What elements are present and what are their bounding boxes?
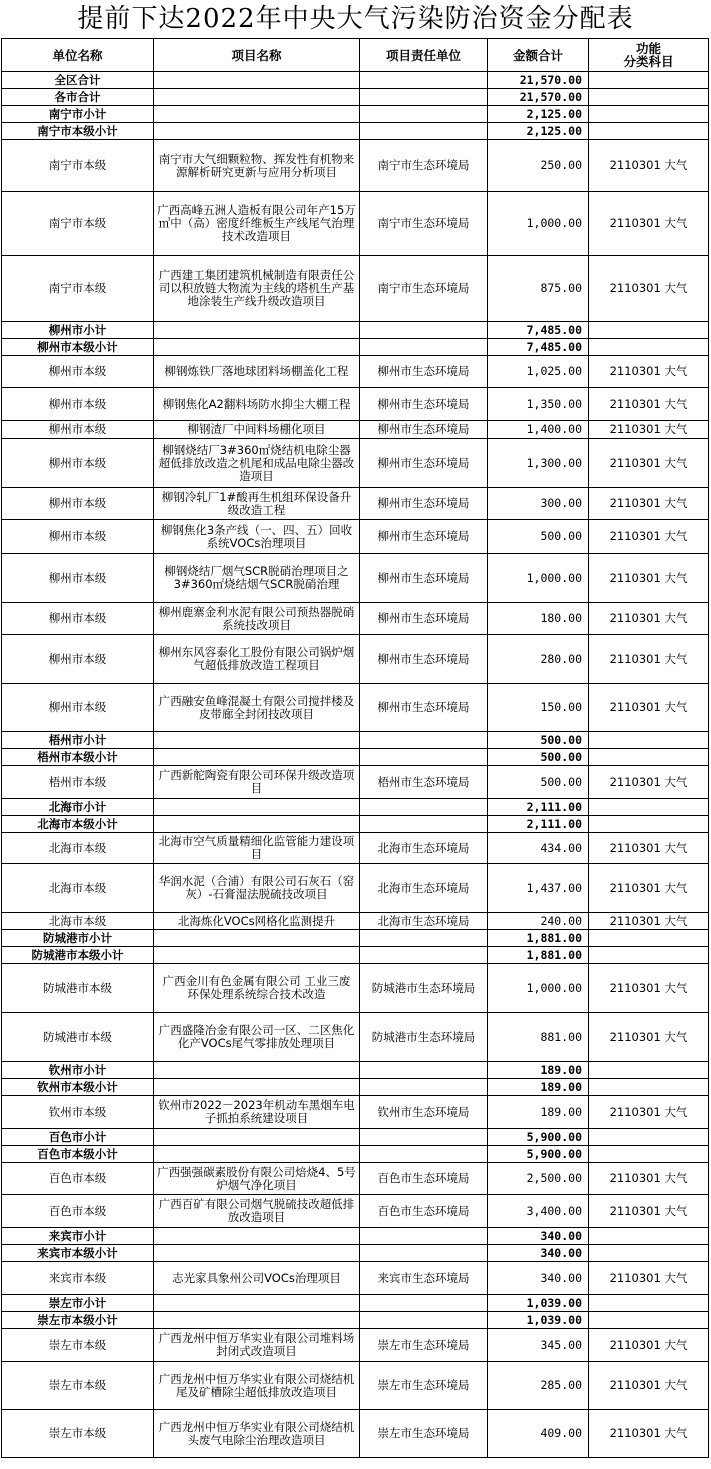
unit-cell: 梧州市本级 [2,766,154,799]
project-cell: 柳钢冷轧厂1#酸再生机组环保设备升级改造工程 [154,488,360,520]
unit-cell: 崇左市本级 [2,1410,154,1458]
table-row [2,766,709,799]
table-row [2,1195,709,1228]
classification-cell: 2110301 大气 [589,766,709,799]
classification-cell [589,72,709,89]
subtotal-row [2,123,709,140]
project-cell [154,947,360,964]
classification-cell [589,89,709,106]
unit-cell: 百色市本级小计 [2,1146,154,1163]
amount-cell: 1,437.00 [488,864,589,913]
project-cell: 广西强强碳素股份有限公司焙烧4、5号炉烟气净化项目 [154,1163,360,1195]
project-cell [154,1312,360,1329]
project-cell: 华润水泥（合浦）有限公司石灰石（窑灰）-石膏湿法脱硫技改项目 [154,864,360,913]
project-cell: 柳钢渣厂中间料场棚化项目 [154,421,360,439]
table-row [2,1262,709,1295]
project-cell [154,1245,360,1262]
amount-cell: 434.00 [488,833,589,864]
project-cell [154,322,360,339]
amount-cell: 340.00 [488,1262,589,1295]
unit-cell: 来宾市本级 [2,1262,154,1295]
allocation-table [1,38,709,1458]
unit-cell: 北海市本级小计 [2,816,154,833]
classification-cell [589,1295,709,1312]
unit-cell: 钦州市小计 [2,1062,154,1079]
classification-cell [589,799,709,816]
project-cell: 广西龙州中恒万华实业有限公司堆料场封闭式改造项目 [154,1329,360,1362]
classification-cell: 2110301 大气 [589,1410,709,1458]
amount-cell: 340.00 [488,1228,589,1245]
unit-cell: 崇左市本级小计 [2,1312,154,1329]
table-row [2,964,709,1013]
subtotal-row [2,930,709,947]
amount-cell: 7,485.00 [488,322,589,339]
responsible-cell [360,1312,488,1329]
table-row [2,439,709,488]
project-cell: 柳钢焦化3条产线（一、四、五）回收系统VOCs治理项目 [154,520,360,554]
subtotal-row [2,1146,709,1163]
classification-cell: 2110301 大气 [589,603,709,635]
project-cell: 北海市空气质量精细化监管能力建设项目 [154,833,360,864]
responsible-cell: 柳州市生态环境局 [360,603,488,635]
responsible-cell: 崇左市生态环境局 [360,1362,488,1410]
responsible-cell: 柳州市生态环境局 [360,520,488,554]
unit-cell: 柳州市本级 [2,439,154,488]
unit-cell: 南宁市本级小计 [2,123,154,140]
subtotal-row [2,799,709,816]
subtotal-row [2,1129,709,1146]
amount-cell: 2,125.00 [488,123,589,140]
amount-cell: 500.00 [488,732,589,749]
table-row [2,833,709,864]
amount-cell: 500.00 [488,520,589,554]
responsible-cell [360,1079,488,1096]
subtotal-row [2,1312,709,1329]
classification-cell: 2110301 大气 [589,421,709,439]
project-cell [154,799,360,816]
responsible-cell: 崇左市生态环境局 [360,1329,488,1362]
unit-cell: 百色市本级 [2,1163,154,1195]
unit-cell: 各市合计 [2,89,154,106]
amount-cell: 1,350.00 [488,388,589,421]
table-row [2,554,709,603]
classification-cell [589,1062,709,1079]
project-cell [154,72,360,89]
responsible-cell: 柳州市生态环境局 [360,439,488,488]
project-cell: 柳钢炼铁厂落地球团料场棚盖化工程 [154,356,360,388]
project-cell [154,1295,360,1312]
amount-cell: 1,039.00 [488,1312,589,1329]
classification-cell: 2110301 大气 [589,964,709,1013]
unit-cell: 防城港市本级小计 [2,947,154,964]
unit-cell: 北海市小计 [2,799,154,816]
responsible-cell: 防城港市生态环境局 [360,964,488,1013]
table-row [2,356,709,388]
responsible-cell: 钦州市生态环境局 [360,1096,488,1129]
header-amount: 金额合计 [488,39,589,72]
classification-cell: 2110301 大气 [589,439,709,488]
project-cell: 志光家具象州公司VOCs治理项目 [154,1262,360,1295]
responsible-cell: 南宁市生态环境局 [360,140,488,192]
responsible-cell: 柳州市生态环境局 [360,635,488,684]
project-cell: 柳州东风容泰化工股份有限公司锅炉烟气超低排放改造工程项目 [154,635,360,684]
responsible-cell [360,1062,488,1079]
subtotal-row [2,1295,709,1312]
subtotal-row [2,339,709,356]
unit-cell: 南宁市本级 [2,256,154,322]
responsible-cell [360,1295,488,1312]
project-cell [154,1129,360,1146]
header-classification [589,39,709,72]
amount-cell: 1,000.00 [488,192,589,256]
subtotal-row [2,1228,709,1245]
responsible-cell: 南宁市生态环境局 [360,192,488,256]
project-cell [154,123,360,140]
responsible-cell [360,947,488,964]
project-cell: 广西金川有色金属有限公司 工业三废环保处理系统综合技术改造 [154,964,360,1013]
table-row [2,192,709,256]
table-body [2,72,709,1458]
responsible-cell [360,930,488,947]
classification-cell: 2110301 大气 [589,1362,709,1410]
header-unit: 单位名称 [2,39,154,72]
table-row [2,603,709,635]
table-row [2,256,709,322]
subtotal-row [2,72,709,89]
subtotal-row [2,749,709,766]
amount-cell: 2,125.00 [488,106,589,123]
amount-cell: 1,039.00 [488,1295,589,1312]
classification-cell [589,1146,709,1163]
amount-cell: 150.00 [488,684,589,732]
project-cell [154,339,360,356]
classification-cell: 2110301 大气 [589,192,709,256]
project-cell: 柳钢烧结厂烟气SCR脱硝治理项目之3#360㎡烧结烟气SCR脱硝治理 [154,554,360,603]
project-cell: 广西龙州中恒万华实业有限公司烧结机头废气电除尘治理改造项目 [154,1410,360,1458]
amount-cell: 500.00 [488,766,589,799]
project-cell: 柳钢烧结厂3#360㎡烧结机电除尘器超低排放改造之机尾和成品电除尘器改造项目 [154,439,360,488]
header-classification-line2: 分类科目 [623,54,674,69]
unit-cell: 柳州市本级 [2,684,154,732]
amount-cell: 1,025.00 [488,356,589,388]
project-cell [154,1062,360,1079]
responsible-cell [360,816,488,833]
unit-cell: 百色市小计 [2,1129,154,1146]
unit-cell: 崇左市小计 [2,1295,154,1312]
responsible-cell: 北海市生态环境局 [360,913,488,930]
unit-cell: 柳州市本级小计 [2,339,154,356]
classification-cell: 2110301 大气 [589,1262,709,1295]
unit-cell: 梧州市本级小计 [2,749,154,766]
responsible-cell [360,799,488,816]
project-cell [154,749,360,766]
classification-cell [589,106,709,123]
subtotal-row [2,732,709,749]
unit-cell: 柳州市本级 [2,520,154,554]
unit-cell: 北海市本级 [2,833,154,864]
amount-cell: 5,900.00 [488,1146,589,1163]
amount-cell: 1,881.00 [488,930,589,947]
project-cell: 钦州市2022－2023年机动车黑烟车电子抓拍系统建设项目 [154,1096,360,1129]
project-cell: 广西百矿有限公司烟气脱硫技改超低排放改造项目 [154,1195,360,1228]
classification-cell: 2110301 大气 [589,1163,709,1195]
table-row [2,520,709,554]
table-row [2,635,709,684]
amount-cell: 1,400.00 [488,421,589,439]
project-cell [154,732,360,749]
responsible-cell: 梧州市生态环境局 [360,766,488,799]
classification-cell [589,339,709,356]
unit-cell: 崇左市本级 [2,1329,154,1362]
unit-cell: 北海市本级 [2,913,154,930]
amount-cell: 7,485.00 [488,339,589,356]
classification-cell: 2110301 大气 [589,1195,709,1228]
classification-cell [589,749,709,766]
responsible-cell: 崇左市生态环境局 [360,1410,488,1458]
page-title: 提前下达2022年中央大气污染防治资金分配表 [77,4,634,34]
unit-cell: 防城港市小计 [2,930,154,947]
classification-cell [589,1079,709,1096]
table-row [2,1163,709,1195]
responsible-cell [360,749,488,766]
table-row [2,1096,709,1129]
classification-cell [589,322,709,339]
classification-cell [589,930,709,947]
classification-cell: 2110301 大气 [589,1329,709,1362]
project-cell: 柳钢焦化A2翻料场防水抑尘大棚工程 [154,388,360,421]
unit-cell: 钦州市本级 [2,1096,154,1129]
unit-cell: 防城港市本级 [2,1013,154,1062]
unit-cell: 全区合计 [2,72,154,89]
amount-cell: 285.00 [488,1362,589,1410]
table-header-row [2,39,709,72]
project-cell [154,1079,360,1096]
responsible-cell: 百色市生态环境局 [360,1195,488,1228]
responsible-cell: 防城港市生态环境局 [360,1013,488,1062]
project-cell [154,930,360,947]
project-cell: 柳州鹿寨金利水泥有限公司预热器脱硝系统技改项目 [154,603,360,635]
amount-cell: 189.00 [488,1079,589,1096]
subtotal-row [2,816,709,833]
responsible-cell: 柳州市生态环境局 [360,554,488,603]
project-cell [154,89,360,106]
amount-cell: 1,000.00 [488,554,589,603]
table-row [2,140,709,192]
responsible-cell [360,1245,488,1262]
project-cell: 南宁市大气细颗粒物、挥发性有机物来源解析研究更新与应用分析项目 [154,140,360,192]
unit-cell: 南宁市本级 [2,140,154,192]
project-cell: 北海炼化VOCs网格化监测提升 [154,913,360,930]
classification-cell [589,1228,709,1245]
classification-cell [589,1312,709,1329]
responsible-cell [360,72,488,89]
header-project: 项目名称 [154,39,360,72]
amount-cell: 500.00 [488,749,589,766]
classification-cell: 2110301 大气 [589,864,709,913]
classification-cell: 2110301 大气 [589,1096,709,1129]
classification-cell [589,732,709,749]
responsible-cell: 柳州市生态环境局 [360,356,488,388]
amount-cell: 2,111.00 [488,799,589,816]
unit-cell: 柳州市本级 [2,554,154,603]
classification-cell: 2110301 大气 [589,1013,709,1062]
unit-cell: 梧州市小计 [2,732,154,749]
amount-cell: 340.00 [488,1245,589,1262]
project-cell: 广西融安鱼峰混凝土有限公司搅拌楼及皮带廊全封闭技改项目 [154,684,360,732]
project-cell: 广西盛隆冶金有限公司一区、二区焦化化产VOCs尾气零排放处理项目 [154,1013,360,1062]
responsible-cell: 柳州市生态环境局 [360,388,488,421]
amount-cell: 189.00 [488,1096,589,1129]
unit-cell: 北海市本级 [2,864,154,913]
amount-cell: 240.00 [488,913,589,930]
classification-cell: 2110301 大气 [589,684,709,732]
project-cell [154,1146,360,1163]
unit-cell: 南宁市本级 [2,192,154,256]
unit-cell: 柳州市本级 [2,635,154,684]
amount-cell: 345.00 [488,1329,589,1362]
table-row [2,1329,709,1362]
classification-cell [589,947,709,964]
responsible-cell [360,322,488,339]
table-row [2,421,709,439]
project-cell: 广西龙州中恒万华实业有限公司烧结机尾及矿槽除尘超低排放改造项目 [154,1362,360,1410]
subtotal-row [2,1245,709,1262]
unit-cell: 柳州市本级 [2,421,154,439]
table-row [2,913,709,930]
unit-cell: 百色市本级 [2,1195,154,1228]
project-cell [154,106,360,123]
table-row [2,1410,709,1458]
responsible-cell: 柳州市生态环境局 [360,421,488,439]
responsible-cell [360,123,488,140]
subtotal-row [2,89,709,106]
subtotal-row [2,1062,709,1079]
amount-cell: 2,111.00 [488,816,589,833]
table-row [2,1013,709,1062]
responsible-cell: 来宾市生态环境局 [360,1262,488,1295]
unit-cell: 南宁市小计 [2,106,154,123]
responsible-cell [360,1228,488,1245]
classification-cell [589,816,709,833]
classification-cell: 2110301 大气 [589,520,709,554]
unit-cell: 柳州市本级 [2,488,154,520]
project-cell [154,816,360,833]
responsible-cell [360,1146,488,1163]
unit-cell: 防城港市本级 [2,964,154,1013]
unit-cell: 来宾市小计 [2,1228,154,1245]
amount-cell: 250.00 [488,140,589,192]
responsible-cell: 百色市生态环境局 [360,1163,488,1195]
project-cell: 广西建工集团建筑机械制造有限责任公司以积放链大物流为主线的塔机生产基地涂装生产线升级改造项目 [154,256,360,322]
table-row [2,1362,709,1410]
classification-cell [589,123,709,140]
subtotal-row [2,322,709,339]
amount-cell: 180.00 [488,603,589,635]
project-cell: 广西新舵陶瓷有限公司环保升级改造项目 [154,766,360,799]
table-row [2,684,709,732]
responsible-cell [360,732,488,749]
amount-cell: 1,000.00 [488,964,589,1013]
responsible-cell [360,89,488,106]
classification-cell: 2110301 大气 [589,833,709,864]
subtotal-row [2,1079,709,1096]
project-cell: 广西高峰五洲人造板有限公司年产15万㎥中（高）密度纤维板生产线尾气治理技术改造项目 [154,192,360,256]
amount-cell: 5,900.00 [488,1129,589,1146]
classification-cell: 2110301 大气 [589,388,709,421]
project-cell [154,1228,360,1245]
amount-cell: 189.00 [488,1062,589,1079]
classification-cell: 2110301 大气 [589,554,709,603]
amount-cell: 1,881.00 [488,947,589,964]
responsible-cell [360,1129,488,1146]
subtotal-row [2,106,709,123]
classification-cell: 2110301 大气 [589,256,709,322]
amount-cell: 875.00 [488,256,589,322]
responsible-cell: 南宁市生态环境局 [360,256,488,322]
classification-cell [589,1245,709,1262]
header-classification-line1: 功能 [635,41,661,56]
unit-cell: 钦州市本级小计 [2,1079,154,1096]
responsible-cell: 北海市生态环境局 [360,864,488,913]
table-row [2,488,709,520]
unit-cell: 来宾市本级小计 [2,1245,154,1262]
classification-cell: 2110301 大气 [589,913,709,930]
responsible-cell: 北海市生态环境局 [360,833,488,864]
classification-cell: 2110301 大气 [589,356,709,388]
unit-cell: 柳州市本级 [2,388,154,421]
amount-cell: 300.00 [488,488,589,520]
unit-cell: 崇左市本级 [2,1362,154,1410]
unit-cell: 柳州市本级 [2,356,154,388]
responsible-cell [360,339,488,356]
amount-cell: 2,500.00 [488,1163,589,1195]
amount-cell: 1,300.00 [488,439,589,488]
amount-cell: 21,570.00 [488,72,589,89]
classification-cell: 2110301 大气 [589,635,709,684]
subtotal-row [2,947,709,964]
unit-cell: 柳州市小计 [2,322,154,339]
amount-cell: 881.00 [488,1013,589,1062]
classification-cell: 2110301 大气 [589,488,709,520]
table-row [2,388,709,421]
classification-cell [589,1129,709,1146]
amount-cell: 3,400.00 [488,1195,589,1228]
table-row [2,864,709,913]
classification-cell: 2110301 大气 [589,140,709,192]
amount-cell: 409.00 [488,1410,589,1458]
responsible-cell: 柳州市生态环境局 [360,684,488,732]
unit-cell: 柳州市本级 [2,603,154,635]
responsible-cell: 柳州市生态环境局 [360,488,488,520]
header-responsible: 项目责任单位 [360,39,488,72]
responsible-cell [360,106,488,123]
amount-cell: 21,570.00 [488,89,589,106]
amount-cell: 280.00 [488,635,589,684]
